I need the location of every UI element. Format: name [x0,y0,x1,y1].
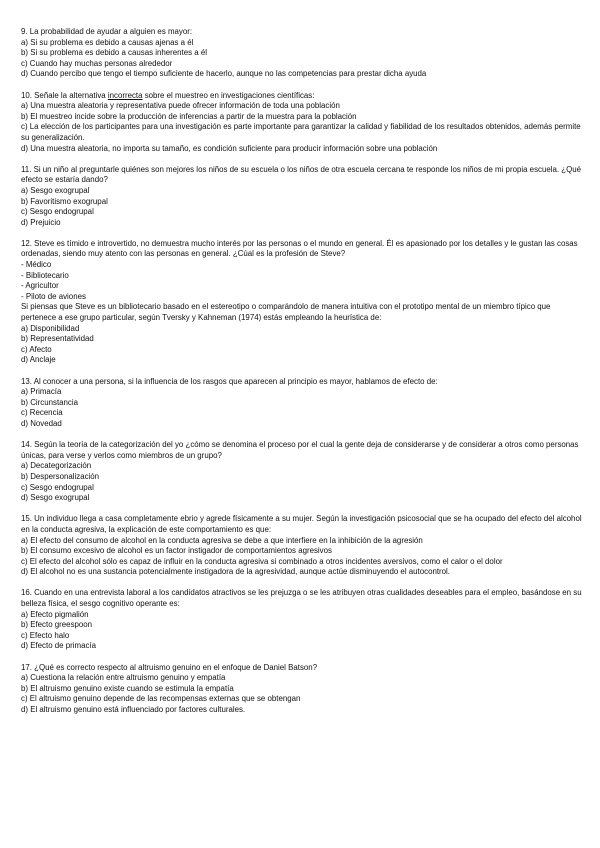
question-stem: 15. Un individuo llega a casa completamente ebrio y agrede físicamente a su mujer. Según la investigación psicosocial que se ha ocupado del efecto del alcohol en la conducta agresiva, la explicación de este comportamiento es que: [21,514,582,534]
question-9 [21,27,585,80]
question-13 [21,377,585,430]
question-17 [21,663,585,716]
option-d: d) Una muestra aleatoria, no importa su tamaño, es condición suficiente para producir información sobre una población [21,143,438,153]
option-b: b) Favoritismo exogrupal [21,196,108,206]
question-stem: 11. Si un niño al preguntarle quiénes son mejores los niños de su escuela o los niños de otra escuela cercana te responde los niños de mi propia escuela. ¿Qué efecto se estaría dando? [21,164,581,185]
question-11 [21,165,585,229]
option-d: d) Prejuicio [21,217,61,227]
question-intro: Si piensas que Steve es un bibliotecario basado en el estereotipo o comparándolo de manera intuitiva con el prototipo mental de un miembro típico que pertenece a ese grupo particular, según Tversky y Kahneman (1974) estás empleando la heurística de: [21,302,551,323]
option-b: b) Efecto greespoon [21,620,93,630]
option-b: b) El muestreo incide sobre la producción de inferencias a partir de la muestra para la población [21,111,357,121]
option-b: b) Si su problema es debido a causas inherentes a él [21,48,207,58]
option-b: b) Circunstancia [21,397,79,407]
profession-item: - Bibliotecario [21,270,69,280]
option-d: d) El altruismo genuino está influenciado por factores culturales. [21,705,246,714]
option-a: a) Una muestra aleatoria y representativa puede ofrecer información de toda una población [21,101,340,111]
option-c: c) Sesgo endogrupal [21,482,94,492]
option-c: c) El efecto del alcohol sólo es capaz de influir en la conducta agresiva si combinado a otros incidentes aversivos, como el calor o el dolor [21,556,503,566]
question-stem: 14. Según la teoría de la categorización del yo ¿cómo se denomina el proceso por el cual la gente deja de considerarse y de considerar a otros como personas únicas, para verse y verlos como miembros de un grupo? [21,440,579,460]
question-stem: 9. La probabilidad de ayudar a alguien es mayor: [21,27,193,36]
option-a: a) Sesgo exogrupal [21,185,90,195]
question-10 [21,91,585,155]
option-c: c) Efecto halo [21,630,70,640]
option-b: b) El altruismo genuino existe cuando se estimula la empatía [21,683,234,693]
question-stem: 17. ¿Qué es correcto respecto al altruismo genuino en el enfoque de Daniel Batson? [21,662,318,672]
option-c: c) Sesgo endogrupal [21,207,94,217]
option-b: b) Representatividad [21,334,94,344]
option-d: d) Sesgo exogrupal [21,493,90,503]
profession-item: - Piloto de aviones [21,291,86,301]
question-15 [21,514,585,578]
option-c: c) La elección de los participantes para una investigación es parte importante para garantizar la calidad y fiabilidad de los resultados obtenidos, además permite su generalización. [21,122,581,142]
question-14 [21,440,585,504]
question-stem: 13. Al conocer a una persona, si la influencia de los rasgos que aparecen al principio es mayor, hablamos de efecto de: [21,376,438,386]
question-stem: 16. Cuando en una entrevista laboral a los candidatos atractivos se les prejuzga o se les atribuyen otras cualidades deseables para el empleo, basándose en su belleza física, el sesgo cognitivo operante es: [21,588,582,609]
stem-before: 10. Señale la alternativa [21,90,108,100]
option-d: d) Novedad [21,418,62,428]
option-a: a) Efecto pigmalión [21,609,89,619]
option-d: d) Cuando percibo que tengo el tiempo suficiente de hacerlo, aunque no las competencias para prestar dicha ayuda [21,69,427,79]
option-b: b) El consumo excesivo de alcohol es un factor instigador de comportamientos agresivos [21,546,332,556]
question-16 [21,588,585,652]
option-a: a) Primacía [21,387,62,397]
option-a: a) Si su problema es debido a causas ajenas a él [21,37,194,47]
question-stem [21,91,585,102]
question-stem: 12. Steve es tímido e introvertido, no demuestra mucho interés por las personas o el mundo en general. Él es apasionado por los detalles y le gustan las cosas ordenadas, siendo muy atento con las personas en general. ¿Cúal es la profesión de Steve? [21,238,578,259]
option-b: b) Despersonalización [21,471,100,481]
option-c: c) El altruismo genuino depende de las recompensas externas que se obtengan [21,694,301,704]
option-c: c) Cuando hay muchas personas alrededor [21,58,173,68]
stem-after: sobre el muestreo en investigaciones científicas: [142,90,315,100]
question-list [21,27,585,726]
option-d: d) El alcohol no es una sustancia potencialmente instigadora de la agresividad, aunque actúe disminuyendo el autocontrol. [21,567,451,577]
profession-item: - Médico [21,260,52,270]
stem-underlined-word: incorrecta [107,90,143,100]
option-a: a) Disponibilidad [21,323,80,333]
question-12 [21,239,585,366]
option-c: c) Afecto [21,344,52,354]
option-d: d) Efecto de primacía [21,641,96,651]
option-a: a) El efecto del consumo de alcohol en la conducta agresiva se debe a que interfiere en la inhibición de la agresión [21,535,423,545]
option-c: c) Recencia [21,408,63,418]
profession-item: - Agricultor [21,281,59,291]
option-d: d) Anclaje [21,355,56,365]
option-a: a) Cuestiona la relación entre altruismo genuino y empatía [21,673,226,683]
option-a: a) Decategorización [21,461,92,471]
